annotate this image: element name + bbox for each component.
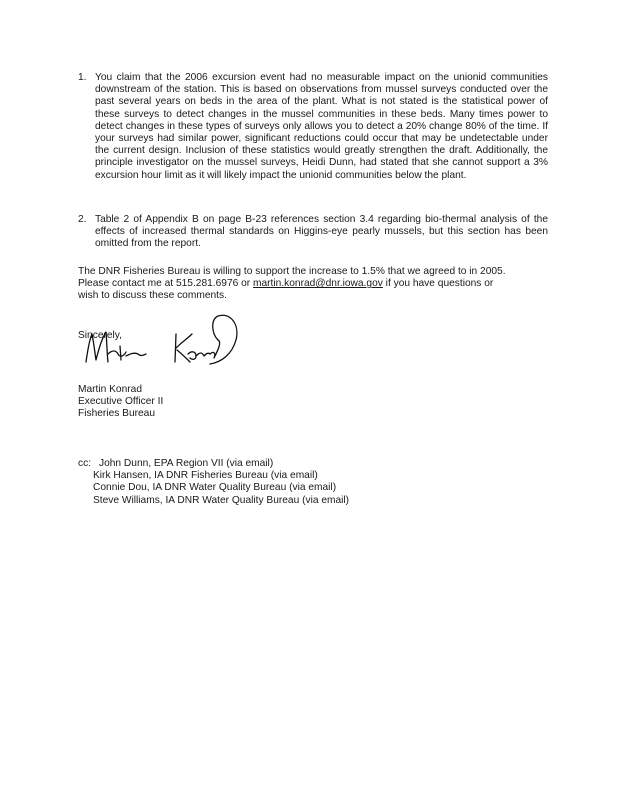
cc-recipient: Connie Dou, IA DNR Water Quality Bureau (via email)	[93, 482, 337, 494]
support-line-1: The DNR Fisheries Bureau is willing to support the increase to 1.5% that we agreed to in 2005.	[78, 266, 506, 277]
cc-label: cc:	[78, 458, 92, 469]
comment-item-2	[78, 214, 548, 251]
support-line-2	[78, 278, 548, 290]
support-paragraph	[78, 266, 548, 303]
signature-block	[78, 384, 548, 421]
support-line-2-start: Please contact me at 515.281.6976 or	[78, 278, 254, 290]
comment-number: 2.	[78, 214, 87, 225]
cc-recipient: John Dunn, EPA Region VII (via email)	[99, 458, 274, 469]
signer-bureau: Fisheries Bureau	[78, 408, 156, 420]
comment-text: You claim that the 2006 excursion event had no measurable impact on the unionid communities downstream of the station. This is based on observations from mussel surveys conducted over the past several years on beds in the area of the plant. What is not stated is the statistical power of these surveys to detect changes in the mussel communities in these beds. Many times power to detect changes in these types of surveys only allows you to detect a 20% change 80% of the time. If your surveys had similar power, significant reductions could occur that may be undetectable under the current design. Inclusion of these statistics would greatly strengthen the draft. Additionally, the principle investigator on the mussel surveys, Heidi Dunn, had stated that she cannot support a 3% excursion hour limit as it will likely impact the unionid communities below the plant.	[95, 72, 548, 181]
handwritten-signature	[80, 310, 240, 370]
comment-number: 1.	[78, 72, 87, 83]
support-line-2-end: if you have questions or	[382, 278, 494, 290]
cc-list	[78, 458, 349, 507]
email-link[interactable]: martin.konrad@dnr.iowa.gov	[253, 278, 383, 290]
signer-name: Martin Konrad	[78, 384, 142, 395]
comment-text: Table 2 of Appendix B on page B-23 references section 3.4 regarding bio-thermal analysis of the effects of increased thermal standards on Higgins-eye pearly mussels, but this section has been omitted from the report.	[95, 214, 548, 250]
signer-title: Executive Officer II	[78, 396, 164, 408]
cc-recipient: Steve Williams, IA DNR Water Quality Bureau (via email)	[93, 494, 350, 506]
comment-item-1	[78, 72, 548, 182]
support-line-3: wish to discuss these comments.	[78, 290, 227, 302]
cc-recipient: Kirk Hansen, IA DNR Fisheries Bureau (via email)	[93, 470, 318, 482]
salutation: Sincerely,	[78, 330, 122, 341]
